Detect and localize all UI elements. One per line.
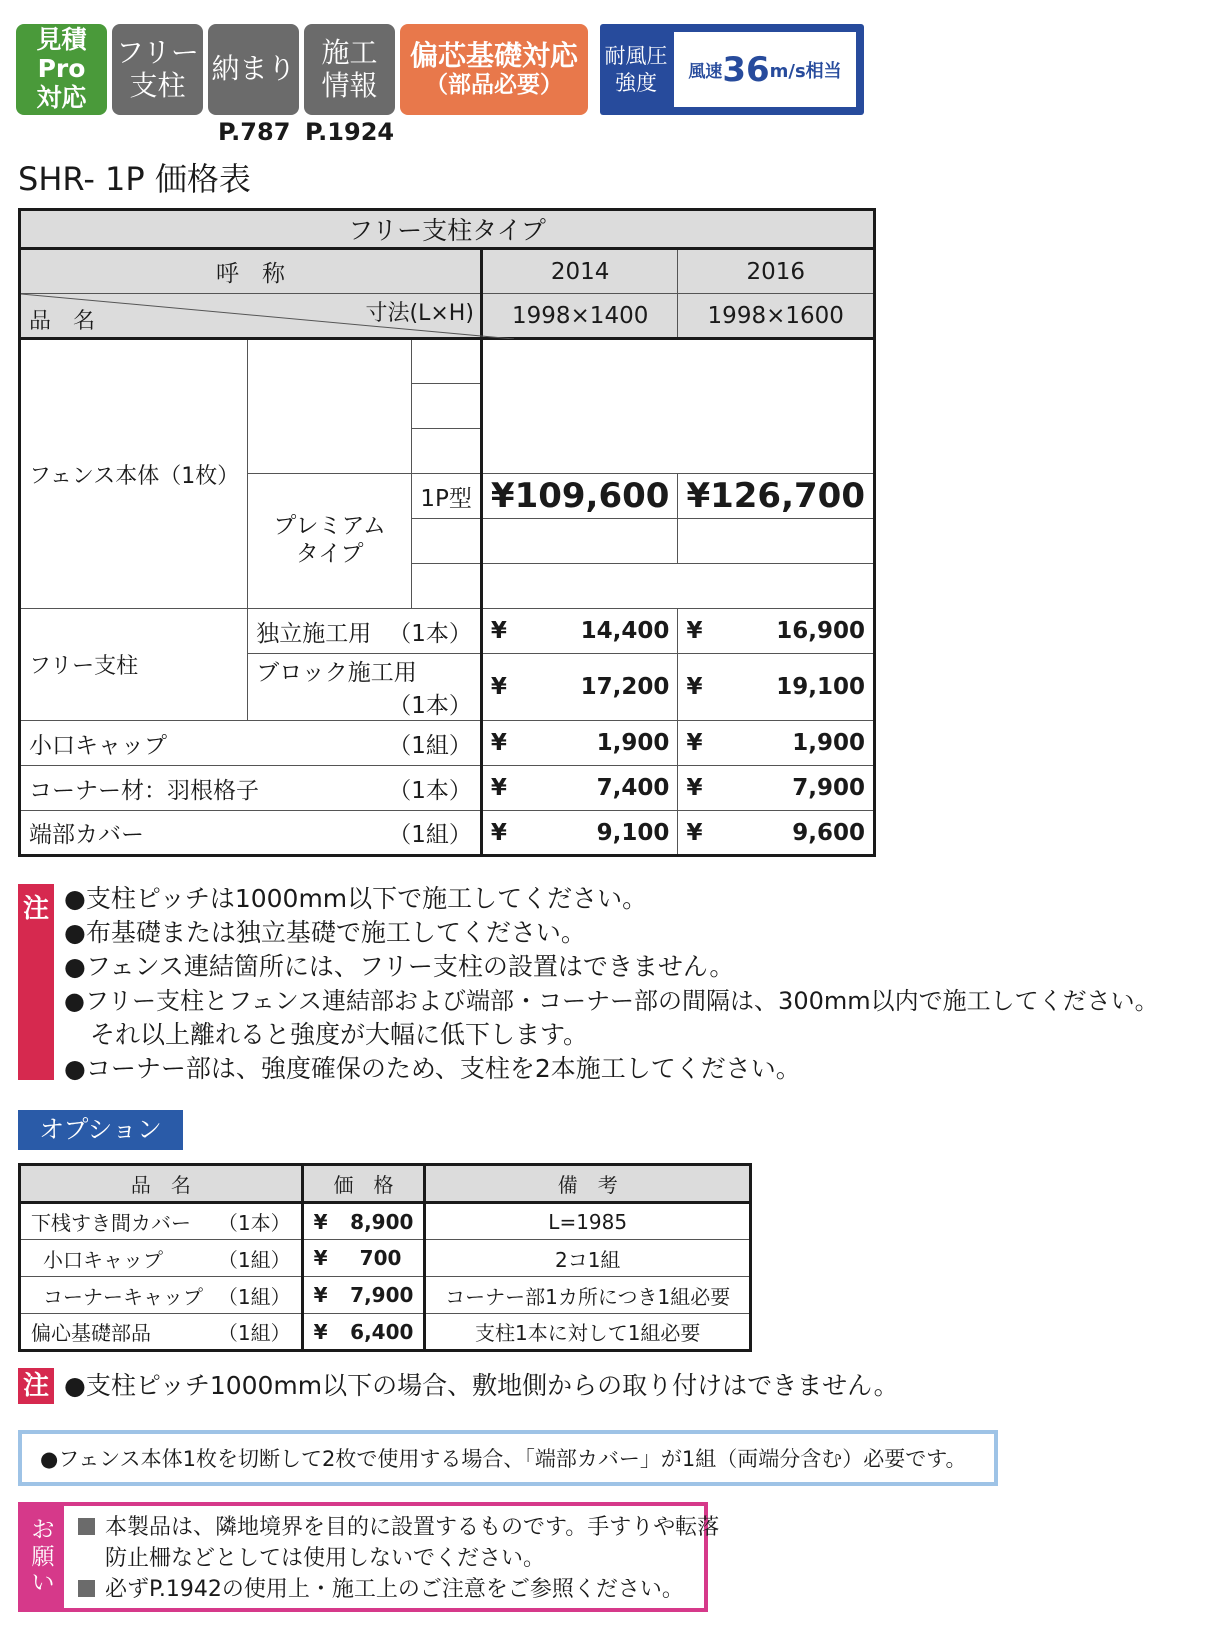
option-row: [20, 1314, 751, 1351]
yen-sign: ¥: [490, 819, 507, 846]
option-price: [302, 1203, 425, 1240]
price-value: 9,600: [792, 819, 865, 846]
row-name-text: 独立施工用: [256, 620, 372, 647]
row-name: [248, 654, 482, 721]
badge-text: 支柱: [129, 68, 186, 102]
note-item: ●布基礎または独立基礎で施工してください。: [64, 918, 586, 947]
badge-text: （部品必要）: [425, 72, 563, 99]
blank-cell: [481, 519, 678, 564]
price-value: 17,200: [580, 674, 670, 700]
option-name: [20, 1203, 303, 1240]
col-code-2014: 2014: [481, 249, 678, 294]
table-row: [20, 721, 875, 766]
table-row: [20, 766, 875, 811]
price-value: 7,900: [350, 1283, 414, 1307]
note-item: ●支柱ピッチは1000mm以下で施工してください。: [64, 884, 648, 913]
option-name: [20, 1314, 303, 1351]
badge-free-post: [112, 24, 203, 115]
page-ref-sekou[interactable]: P.1924: [305, 118, 395, 146]
table-row: [20, 609, 875, 654]
yen-sign: ¥: [490, 674, 507, 700]
badge-wind-strength: [600, 24, 864, 115]
badge-henshin-kiso: [400, 24, 588, 115]
info-box-text: ●フェンス本体1枚を切断して2枚で使用する場合、「端部カバー」が1組（両端分含む）必要です。: [40, 1447, 967, 1471]
row-name: [20, 811, 482, 856]
blank-cell: [248, 339, 412, 474]
option-note: L=1985: [425, 1203, 751, 1240]
row-price-2016: [678, 654, 875, 721]
table-row: [20, 811, 875, 856]
wind-unit: m/s相当: [769, 60, 842, 82]
body-price-2014: ¥109,600: [481, 474, 678, 519]
wind-prefix: 風速: [688, 62, 723, 82]
dim-header: [20, 294, 482, 339]
onegai-tag-char: お: [31, 1517, 55, 1544]
row-price-2014: [481, 766, 678, 811]
onegai-box: [18, 1502, 720, 1612]
row-price-2014: [481, 609, 678, 654]
price-table: [18, 208, 876, 857]
yen-sign: ¥: [686, 730, 703, 756]
row-price-2016: [678, 721, 875, 766]
note-item: ●コーナー部は、強度確保のため、支柱を2本施工してください。: [64, 1054, 801, 1083]
note-tag: [18, 884, 54, 1080]
badge-text: 施工: [321, 36, 378, 70]
price-value: 7,400: [596, 775, 670, 801]
yen-sign: ¥: [313, 1246, 328, 1270]
note-item: それ以上離れると強度が大幅に低下します。: [90, 1020, 589, 1049]
option-note-text: ●支柱ピッチ1000mm以下の場合、敷地側からの取り付けはできません。: [64, 1371, 899, 1400]
option-unit: （1組）: [217, 1247, 291, 1272]
blank-cell: [412, 564, 482, 609]
blank-cell: [412, 339, 482, 384]
price-value: 19,100: [776, 674, 865, 700]
option-name: [20, 1240, 303, 1277]
yen-sign: ¥: [313, 1319, 328, 1344]
blank-cell: [481, 339, 874, 474]
page-ref-osamari[interactable]: P.787: [218, 118, 291, 146]
option-note: コーナー部1カ所につき1組必要: [425, 1277, 751, 1314]
yen-sign: ¥: [686, 819, 703, 846]
option-note-tag: [18, 1368, 54, 1404]
price-value: 16,900: [776, 618, 865, 644]
option-name-text: 偏心基礎部品: [31, 1321, 151, 1345]
price-value: 9,100: [596, 819, 670, 846]
wind-label: [600, 24, 672, 115]
wind-label-text: 強度: [615, 70, 657, 95]
blank-cell: [412, 429, 482, 474]
option-row: [20, 1277, 751, 1314]
row-unit: （1本）: [388, 777, 472, 804]
onegai-line: 必ずP.1942の使用上・施工上のご注意をご参照ください。: [105, 1577, 684, 1602]
option-note: 2コ1組: [425, 1240, 751, 1277]
badge-sekou-info[interactable]: [304, 24, 395, 115]
info-box: [18, 1430, 998, 1486]
price-value: 7,900: [792, 775, 865, 801]
col-size-2014: 1998×1400: [481, 294, 678, 339]
premium-type-text: プレミアム: [273, 513, 386, 540]
option-label: オプション: [18, 1110, 183, 1150]
price-value: 700: [359, 1246, 402, 1270]
yen-sign: ¥: [490, 775, 507, 801]
row-name: [20, 766, 482, 811]
model-label: 1P型: [412, 474, 482, 519]
note-item: ●フリー支柱とフェンス連結部および端部・コーナー部の間隔は、300mm以内で施工してください。: [64, 987, 1159, 1015]
option-unit: （1組）: [217, 1321, 291, 1345]
yen-sign: ¥: [490, 730, 507, 756]
row-name: [248, 609, 482, 654]
badge-text: 見積Pro: [36, 25, 87, 84]
blank-cell: [412, 519, 482, 564]
row-price-2014: [481, 721, 678, 766]
option-note: 支柱1本に対して1組必要: [425, 1314, 751, 1351]
yen-sign: ¥: [490, 618, 507, 644]
option-name: [20, 1277, 303, 1314]
wind-value-box: [674, 32, 856, 107]
badge-text: 対応: [36, 82, 87, 112]
onegai-line: 防止柵などとしては使用しないでください。: [105, 1546, 546, 1571]
yobi-label: 呼 称: [20, 249, 482, 294]
row-unit: （1本）: [388, 620, 472, 647]
option-name-text: コーナーキャップ: [43, 1284, 203, 1309]
price-value: 6,400: [350, 1319, 414, 1344]
option-row: [20, 1203, 751, 1240]
row-name-text: 小口キャップ: [29, 732, 167, 759]
onegai-line: 本製品は、隣地境界を目的に設置するものです。手すりや転落: [105, 1515, 720, 1540]
badge-text: 納まり: [211, 52, 296, 86]
price-value: 14,400: [580, 618, 670, 644]
blank-cell: [678, 519, 875, 564]
price-value: 1,900: [792, 730, 865, 756]
premium-type-text: タイプ: [295, 541, 364, 567]
row-name-text: 端部カバー: [29, 822, 144, 848]
yen-sign: ¥: [313, 1209, 328, 1234]
note-item: ●フェンス連結箇所には、フリー支柱の設置はできません。: [64, 952, 735, 981]
onegai-item: [78, 1512, 720, 1543]
badge-osamari[interactable]: [208, 24, 299, 115]
row-price-2014: [481, 654, 678, 721]
option-unit: （1本）: [217, 1211, 291, 1235]
onegai-tag-char: い: [31, 1570, 55, 1597]
yen-sign: ¥: [686, 775, 703, 801]
row-unit: （1組）: [388, 822, 472, 848]
option-table: [18, 1163, 752, 1352]
option-unit: （1組）: [217, 1284, 291, 1309]
notes-list: [64, 882, 1214, 1086]
square-bullet-icon: [78, 1580, 95, 1597]
price-value: 1,900: [596, 730, 670, 756]
row-name-text: コーナー材：羽根格子: [29, 777, 259, 804]
onegai-text: [78, 1512, 720, 1605]
row-price-2016: [678, 811, 875, 856]
yen-sign: ¥: [686, 618, 703, 644]
onegai-tag: [22, 1506, 64, 1608]
option-header: 備 考: [425, 1165, 751, 1203]
square-bullet-icon: [78, 1518, 95, 1535]
badge-text: 偏芯基礎対応: [409, 39, 578, 73]
note-tag-text: 注: [22, 1371, 49, 1401]
body-price-2016: ¥126,700: [678, 474, 875, 519]
blank-cell: [412, 384, 482, 429]
onegai-tag-char: 願: [31, 1543, 55, 1570]
badge-mitsumori-pro: [16, 24, 107, 115]
option-name-text: 下桟すき間カバー: [31, 1211, 191, 1235]
row-price-2016: [678, 609, 875, 654]
free-post-label: フリー支柱: [20, 609, 248, 721]
row-price-2016: [678, 766, 875, 811]
option-price: [302, 1240, 425, 1277]
blank-cell: [481, 564, 874, 609]
yen-sign: ¥: [686, 674, 703, 700]
option-row: [20, 1240, 751, 1277]
row-name: [20, 721, 482, 766]
row-price-2014: [481, 811, 678, 856]
option-price: [302, 1314, 425, 1351]
onegai-item: [78, 1543, 706, 1574]
option-header: 価 格: [302, 1165, 425, 1203]
option-price: [302, 1277, 425, 1314]
row-unit: （1本）: [388, 693, 472, 719]
option-name-text: 小口キャップ: [43, 1247, 163, 1272]
fence-body-label: フェンス本体（1枚）: [20, 339, 248, 609]
dim-label: 寸法(L×H): [365, 301, 474, 326]
note-tag-text: 注: [22, 894, 49, 924]
hinmei-label: 品 名: [29, 309, 96, 334]
row-unit: （1組）: [388, 732, 472, 759]
col-size-2016: 1998×1600: [678, 294, 875, 339]
page-title: SHR- 1P 価格表: [18, 160, 251, 198]
option-header: 品 名: [20, 1165, 303, 1203]
yen-sign: ¥: [313, 1283, 328, 1307]
wind-value: 36: [722, 49, 770, 90]
col-code-2016: 2016: [678, 249, 875, 294]
price-value: 8,900: [350, 1209, 414, 1234]
premium-type: [248, 474, 412, 609]
onegai-item: [78, 1574, 706, 1605]
badge-text: 情報: [321, 68, 378, 102]
badge-text: フリー: [116, 36, 199, 70]
type-header: フリー支柱タイプ: [20, 210, 875, 249]
row-name-text: ブロック施工用: [256, 660, 417, 686]
wind-label-text: 耐風圧: [604, 44, 668, 69]
